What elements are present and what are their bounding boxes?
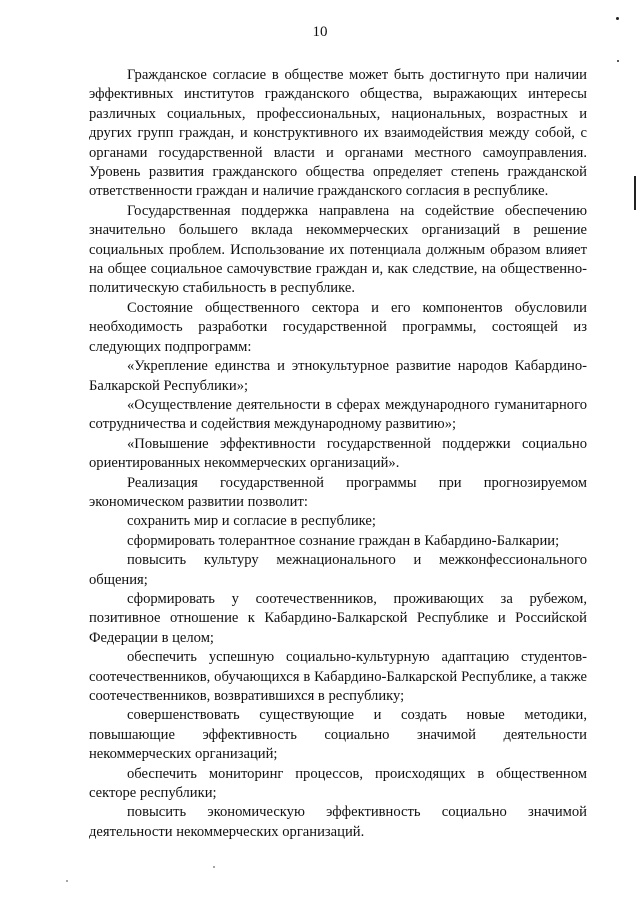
list-item-result-2: сформировать толерантное сознание граждан в Кабардино-Балкарии;: [127, 532, 560, 549]
list-item-subprogram-3: «Повышение эффективности государственной поддержки социально ориентированных некоммерческих организаций».: [89, 435, 587, 472]
scan-speck: [66, 880, 68, 882]
list-item-result-5: обеспечить успешную социально-культурную адаптацию студентов-соотечественников, обучающихся в Кабардино-Балкарской Республике, а также соотечественников, возвратившихся в республику;: [89, 649, 587, 704]
scan-edge-line: [634, 176, 636, 210]
scan-speck: [617, 60, 619, 62]
paragraph-state-support: Государственная поддержка направлена на содействие обеспечению значительно большего вклада некоммерческих организаций в решение социальных проблем. Использование их потенциала должным образом влияет на общее социальное самочувствие граждан и, как следствие, на общественно-политическую стабильность в республике.: [89, 202, 587, 297]
paragraph-program-necessity: Состояние общественного сектора и его компонентов обусловили необходимость разработки государственной программы, состоящей из следующих подпрограмм:: [89, 299, 587, 355]
list-item-result-4: сформировать у соотечественников, проживающих за рубежом, позитивное отношение к Кабардино-Балкарской Республике и Российской Федерации в целом;: [89, 590, 587, 646]
list-item-result-3: повысить культуру межнационального и межконфессионального общения;: [89, 552, 587, 588]
scan-speck: [213, 866, 215, 868]
list-item-subprogram-2: «Осуществление деятельности в сферах международного гуманитарного сотрудничества и содействия международному развитию»;: [89, 396, 587, 433]
list-item-subprogram-1: «Укрепление единства и этнокультурное развитие народов Кабардино-Балкарской Республики»;: [89, 358, 587, 394]
list-item-result-6: совершенствовать существующие и создать новые методики, повышающие эффективность социально значимой деятельности некоммерческих организаций;: [89, 707, 587, 763]
list-item-result-7: обеспечить мониторинг процессов, происходящих в общественном секторе республики;: [89, 765, 587, 802]
paragraph-civil-consent: Гражданское согласие в обществе может быть достигнуто при наличии эффективных институтов гражданского общества, выражающих интересы различных социальных, профессиональных, национальных, возрастных и других групп граждан, и конструктивного их взаимодействия между собой, с органами государственной власти и органами местного самоуправления. Уровень развития гражданского общества определяет степень гражданской ответственности граждан и наличие гражданского согласия в республике.: [89, 67, 587, 200]
document-body: [89, 66, 587, 842]
list-item-result-8: повысить экономическую эффективность социально значимой деятельности некоммерческих организаций.: [89, 804, 587, 840]
scan-speck: [616, 17, 619, 20]
paragraph-implementation: Реализация государственной программы при прогнозируемом экономическом развитии позволит:: [89, 474, 587, 510]
list-item-result-1: сохранить мир и согласие в республике;: [127, 513, 376, 530]
page-number: 10: [312, 24, 328, 40]
